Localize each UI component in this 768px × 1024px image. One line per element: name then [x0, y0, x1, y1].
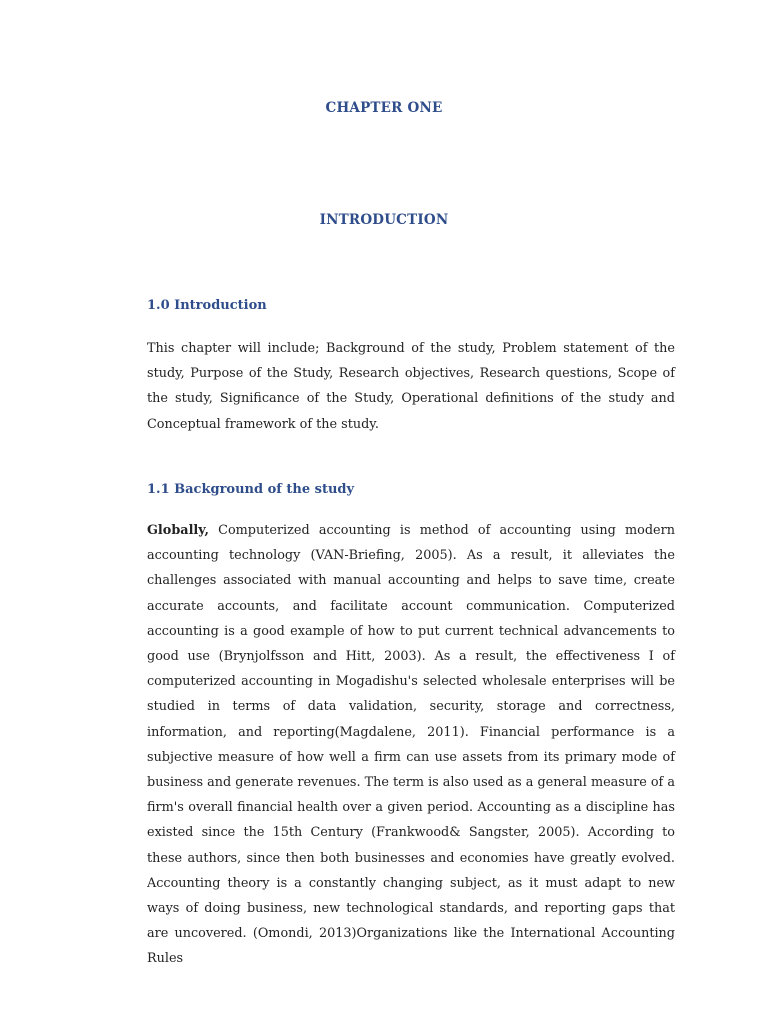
background-heading: 1.1 Background of the study	[147, 482, 355, 497]
section-title: INTRODUCTION	[319, 212, 449, 228]
intro-paragraph: This chapter will include; Background of the study, Problem statement of the study, Purpose of the Study, Research objectives, Research questions, Scope of the study, Significance of the Study, Operational definitions of the study and Conceptual framework of the study.	[147, 341, 675, 432]
chapter-title: CHAPTER ONE	[325, 100, 443, 116]
intro-heading: 1.0 Introduction	[147, 298, 267, 313]
background-body-text: Computerized accounting is method of accounting using modern accounting technology (VAN-Briefing, 2005). As a result, it alleviates the challenges associated with manual accounting and helps to save time, create accurate accounts, and facilitate account communication. Computerized accounting is a good example of how to put current technical advancements to good use (Brynjolfsson and Hitt, 2003). As a result, the effectiveness I of computerized accounting in Mogadishu's selected wholesale enterprises will be studied in terms of data validation, security, storage and correctness, information, and reporting(Magdalene, 2011). Financial performance is a subjective measure of how well a firm can use assets from its primary mode of business and generate revenues. The term is also used as a general measure of a firm's overall financial health over a given period. Accounting as a discipline has existed since the 15th Century (Frankwood& Sangster, 2005). According to these authors, since then both businesses and economies have greatly evolved. Accounting theory is a constantly changing subject, as it must adapt to new ways of doing business, new technological standards, and reporting gaps that are uncovered. (Omondi, 2013)Organizations like the International Accounting Rules	[147, 523, 675, 967]
background-lead-word: Globally,	[147, 523, 209, 538]
background-paragraph	[147, 518, 675, 972]
